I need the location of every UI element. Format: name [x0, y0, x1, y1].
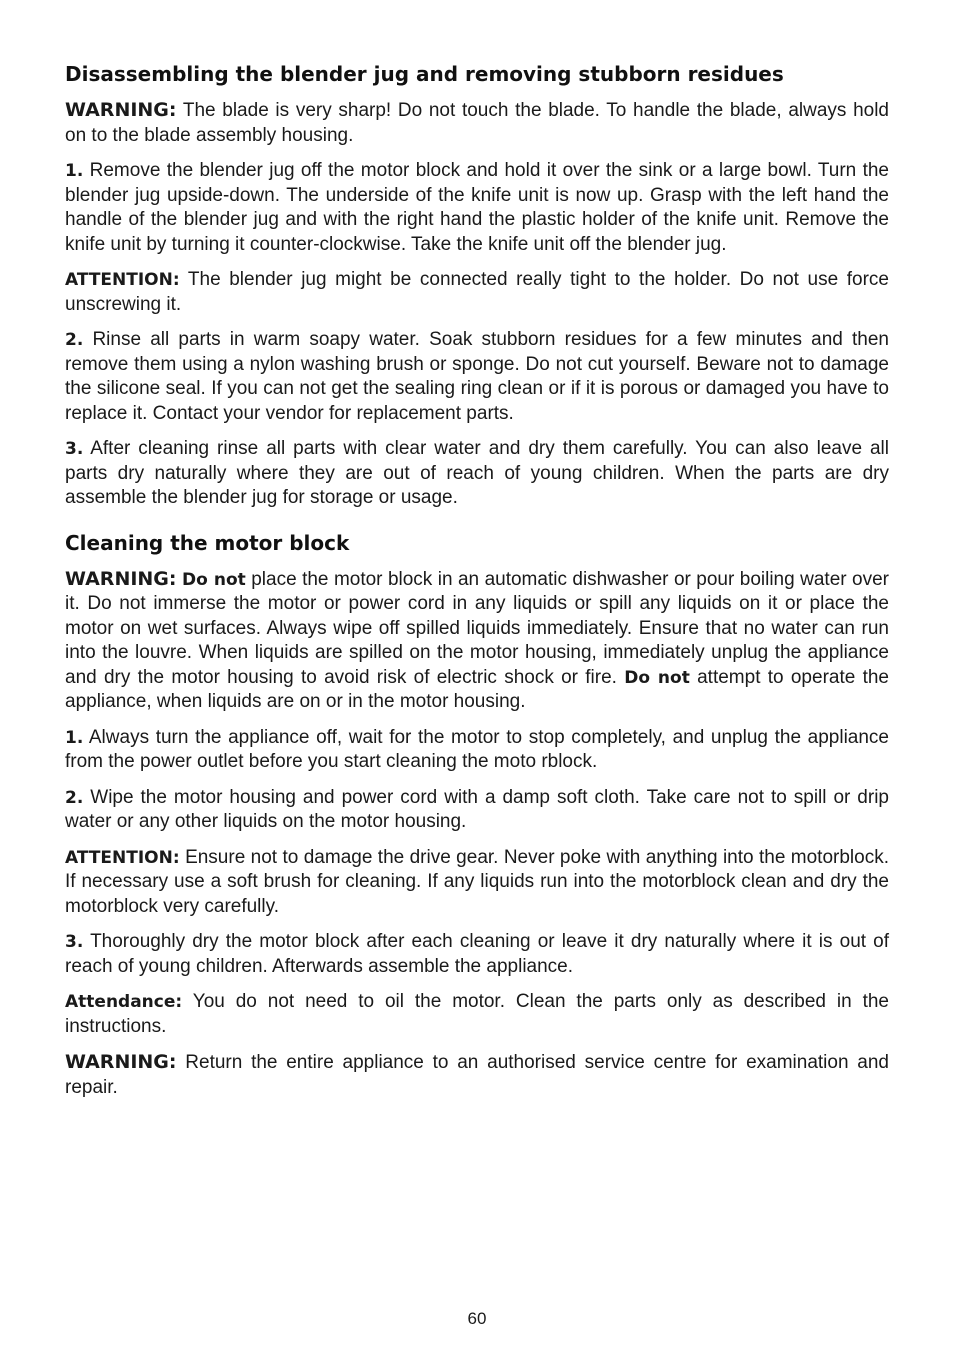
final-warning-paragraph — [65, 1050, 889, 1100]
section-heading-motor-block: Cleaning the motor block — [65, 530, 350, 555]
step-text: Always turn the appliance off, wait for the motor to stop completely, and unplug the appliance from the power outlet before you start cleaning the moto rblock. — [65, 726, 889, 772]
manual-page-content — [65, 60, 889, 1111]
step-number: 2. — [65, 330, 84, 350]
step-1-paragraph — [65, 159, 889, 257]
step-number: 1. — [65, 727, 84, 748]
step-3-paragraph — [65, 437, 889, 511]
step-number: 3. — [65, 439, 84, 459]
step-text: After cleaning rinse all parts with clear water and dry them carefully. You can also leave all parts dry naturally where they are out of reach of young children. When the parts are dry assemble the blender jug for storage or usage. — [65, 438, 889, 508]
motor-step-1-paragraph — [65, 726, 889, 775]
motor-warning-paragraph — [65, 567, 889, 715]
attendance-label: Attendance: — [65, 992, 183, 1012]
do-not-emphasis: Do not — [624, 667, 690, 688]
step-text: Wipe the motor housing and power cord with a damp soft cloth. Take care not to spill or drip water or any other liquids on the motor housing. — [65, 786, 889, 832]
section-heading-disassembling: Disassembling the blender jug and removing stubborn residues — [65, 62, 784, 86]
warning-label: WARNING: — [65, 1051, 177, 1073]
warning-label: WARNING: — [65, 567, 177, 590]
step-number: 1. — [65, 161, 84, 181]
step-text: Thoroughly dry the motor block after each cleaning or leave it dry naturally where it is out of reach of young children. Afterwards assemble the appliance. — [65, 931, 889, 977]
step-2-paragraph — [65, 328, 889, 426]
warning-label: WARNING: — [65, 99, 177, 121]
motor-attention-paragraph — [65, 846, 889, 920]
motor-step-3-paragraph — [65, 930, 889, 979]
warning-text: The blade is very sharp! Do not touch the blade. To handle the blade, always hold on to the blade assembly housing. — [65, 100, 889, 146]
step-number: 3. — [65, 932, 84, 952]
step-number: 2. — [65, 787, 84, 808]
attendance-text: You do not need to oil the motor. Clean the parts only as described in the instructions. — [65, 991, 889, 1037]
attention-text: Ensure not to damage the drive gear. Never poke with anything into the motorblock. If necessary use a soft brush for cleaning. If any liquids run into the motorblock clean and dry the motorblock very carefully. — [65, 846, 889, 917]
step-text: Remove the blender jug off the motor block and hold it over the sink or a large bowl. Turn the blender jug upside-down. The underside of the knife unit is now up. Grasp with the left hand the handle of the blender jug and with the right hand the plastic holder of the knife unit. Remove the knife unit by turning it counter-clockwise. Take the knife unit off the blender jug. — [65, 160, 889, 255]
warning-text-a: place the motor block in an automatic dishwasher or pour boiling water over it. Do not immerse the motor or power cord in any liquids or spill any liquids on it or place the motor on wet surfaces. Always wipe off spilled liquids immediately. Ensure that no water can run into the louvre. When liquids are spilled on the motor housing, immediately unplug the appliance and dry the motor housing to avoid risk of electric shock or fire. — [65, 568, 890, 688]
warning-text-b: attempt to operate the appliance, when liquids are on or in the motor housing. — [65, 666, 889, 712]
attention-text: The blender jug might be connected really tight to the holder. Do not use force unscrewing it. — [65, 269, 889, 315]
step-text: Rinse all parts in warm soapy water. Soak stubborn residues for a few minutes and then remove them using a nylon washing brush or sponge. Do not cut yourself. Beware not to damage the silicone seal. If you can not get the sealing ring clean or if it is porous or damaged you have to replace it. Contact your vendor for replacement parts. — [65, 329, 889, 424]
attention-paragraph — [65, 268, 889, 317]
attention-label: ATTENTION: — [65, 270, 180, 290]
warning-text: Return the entire appliance to an authorised service centre for examination and repair. — [65, 1052, 889, 1098]
attention-label: ATTENTION: — [65, 847, 180, 868]
motor-step-2-paragraph — [65, 786, 889, 835]
attendance-paragraph — [65, 990, 889, 1039]
blade-warning-paragraph — [65, 98, 889, 148]
do-not-emphasis: Do not — [181, 569, 246, 590]
page-number: 60 — [467, 1309, 487, 1328]
